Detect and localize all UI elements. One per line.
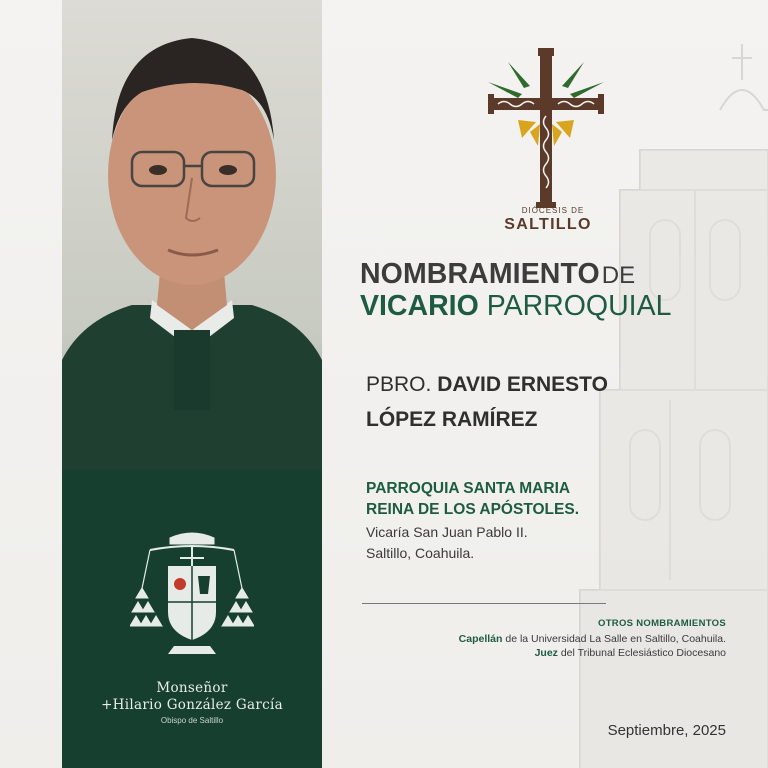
bishop-name: +Hilario González García — [101, 697, 283, 713]
parish-location — [366, 522, 528, 564]
appointee-prefix: PBRO. — [366, 373, 432, 396]
heading-line2 — [360, 290, 671, 323]
other-appointment-role: Capellán — [458, 633, 503, 645]
divider — [362, 603, 606, 604]
bishop-honorific: Monseñor — [156, 680, 228, 696]
appointee-first-names: DAVID ERNESTO — [437, 373, 608, 396]
diocese-name: SALTILLO — [504, 216, 592, 233]
appointee-surnames: LÓPEZ RAMÍREZ — [366, 408, 538, 431]
diocese-label: DIÓCESIS DE — [521, 206, 585, 215]
announcement-date: Septiembre, 2025 — [607, 722, 726, 739]
appointee-first-line — [366, 373, 608, 397]
parish-line2: REINA DE LOS APÓSTOLES. — [366, 501, 580, 518]
heading-word-parroquial: PARROQUIAL — [486, 290, 672, 322]
heading-word-de: DE — [601, 262, 636, 289]
heading-word-vicario: VICARIO — [360, 290, 479, 322]
other-appointment-text: del Tribunal Eclesiástico Diocesano — [560, 647, 726, 659]
other-appointment-item — [459, 633, 726, 645]
parish-name — [366, 478, 579, 520]
vicaria-line: Vicaría San Juan Pablo II. — [366, 524, 528, 540]
bishop-office: Obispo de Saltillo — [160, 716, 224, 725]
parish-line1: PARROQUIA SANTA MARIA — [366, 480, 571, 497]
other-appointment-text: de la Universidad La Salle en Saltillo, Coahuila. — [505, 633, 726, 645]
city-line: Saltillo, Coahuila. — [366, 545, 475, 561]
priest-portrait — [62, 0, 322, 470]
other-appointments-title: OTROS NOMBRAMIENTOS — [598, 618, 726, 629]
other-appointment-item — [535, 647, 726, 659]
diocese-cross-logo-icon — [478, 42, 614, 212]
heading-line1 — [360, 258, 635, 291]
bishop-coat-of-arms-icon — [130, 528, 254, 668]
portrait-column — [62, 0, 322, 768]
heading-word-nombramiento: NOMBRAMIENTO — [360, 258, 600, 290]
other-appointment-role: Juez — [534, 647, 558, 659]
